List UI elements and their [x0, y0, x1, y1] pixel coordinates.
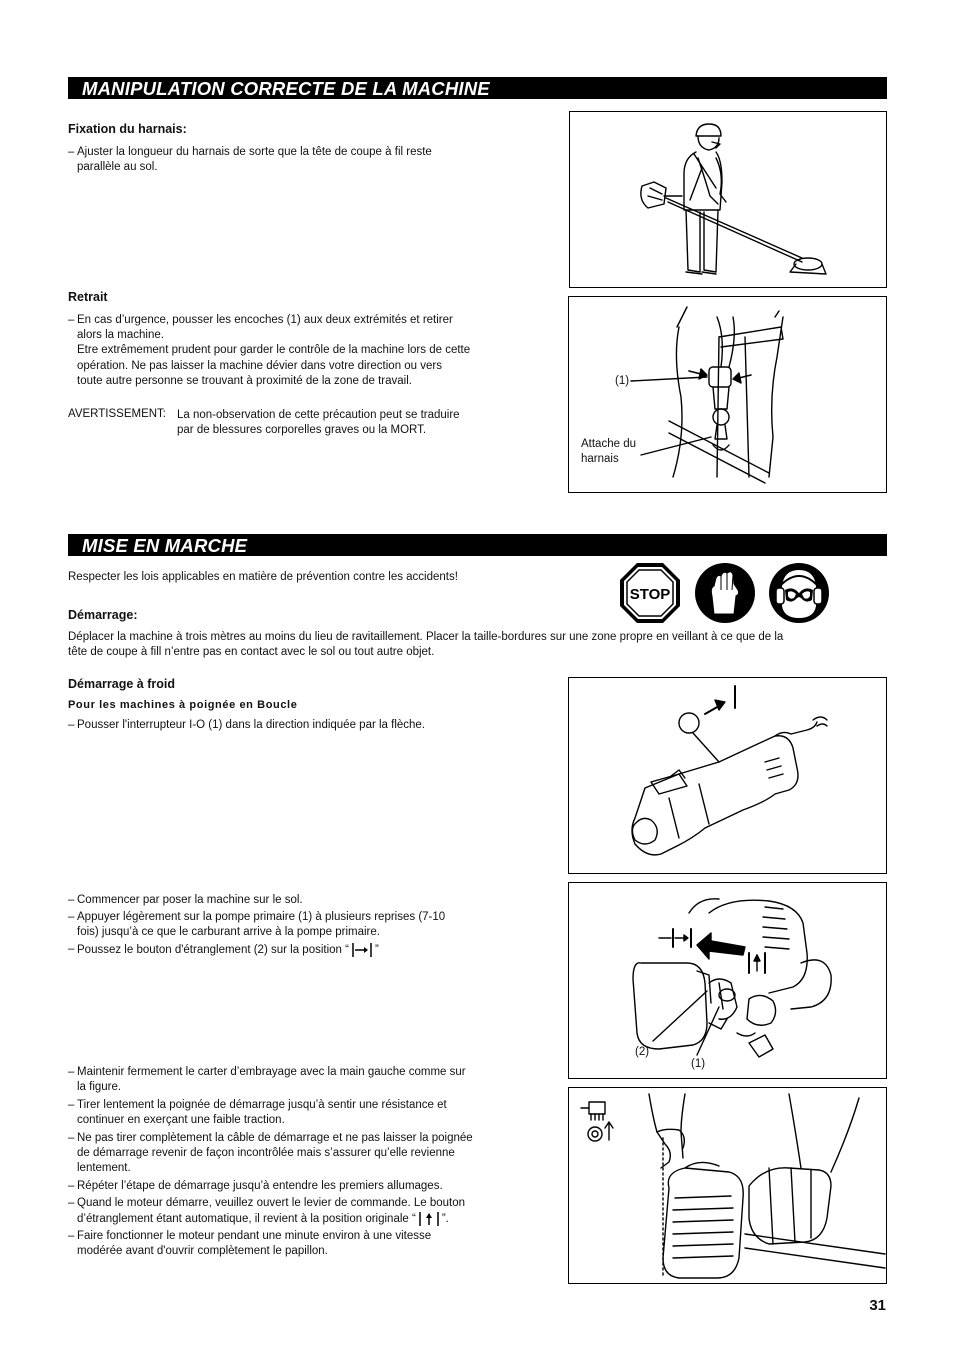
- steps3-bullet-1: – Maintenir fermement le carter d’embrayage avec la main gauche comme sur la figure.: [68, 1065, 547, 1095]
- fixation-bullet: – Ajuster la longueur du harnais de sorte que la tête de coupe à fil reste parallèle au sol.: [68, 145, 547, 175]
- fig2-attach-label: Attache du harnais: [581, 438, 636, 465]
- stop-sign-icon: [619, 562, 681, 624]
- warning-text: La non-observation de cette précaution peut se traduire par de blessures corporelles graves ou la MORT.: [177, 409, 460, 437]
- section-title-2: MISE EN MARCHE: [82, 535, 248, 556]
- section-title-bar-2: [68, 534, 887, 556]
- operator-illustration: [570, 112, 886, 287]
- handle-switch-illustration: [569, 678, 886, 873]
- figure-harness-release: [568, 296, 887, 493]
- stop-label: STOP: [629, 586, 671, 603]
- steps3-bullet-2: – Tirer lentement la poignée de démarrage jusqu’à sentir une résistance et continuer en exerçant une faible traction.: [68, 1098, 547, 1128]
- figure-io-switch: [568, 677, 887, 874]
- fig2-callout-1: (1): [615, 375, 630, 387]
- engine-primer-illustration: [569, 883, 886, 1078]
- fixation-heading: Fixation du harnais:: [68, 122, 187, 136]
- figure-primer-choke: [568, 882, 887, 1079]
- retrait-bullet: – En cas d’urgence, pousser les encoches (1) aux deux extrémités et retirer alors la machine. Etre extrêmement prudent pour garder le contrôle de la machine lors de cette opération. Ne pas laisser la machine dévier dans votre direction ou vers toute autre personne se trouvant à proximité de la zone de travail.: [68, 313, 547, 389]
- steps3-bullet-3: – Ne pas tirer complètement la câble de démarrage et ne pas laisser la poignée de démarrage revenir de façon incontrôlée mais s’assurer qu’elle revienne lentement.: [68, 1131, 547, 1177]
- gloves-icon: [694, 562, 756, 624]
- steps3-bullet-6: – Faire fonctionner le moteur pendant une minute environ à une vitesse modérée avant d'ouvrir complètement le papillon.: [68, 1229, 547, 1259]
- froid-bullet-1: – Pousser l'interrupteur I-O (1) dans la direction indiquée par la flèche.: [68, 718, 547, 733]
- section-title-bar: [68, 77, 887, 99]
- starter-pull-illustration: [569, 1088, 886, 1283]
- steps2-bullet-2: – Appuyer légèrement sur la pompe primaire (1) à plusieurs reprises (7-10 fois) jusqu’à ce que le carburant arrive à la pompe primaire.: [68, 910, 547, 940]
- goggles-earmuffs-icon: [768, 562, 830, 624]
- froid-heading: Démarrage à froid: [68, 677, 175, 691]
- figure-harness-operator: [569, 111, 887, 288]
- figure-starter-pull: [568, 1087, 887, 1284]
- choke-closed-icon: [351, 942, 373, 958]
- steps2-bullet-3: – Poussez le bouton d'étranglement (2) sur la position “ ”: [68, 942, 547, 958]
- steps2-bullet-1: – Commencer par poser la machine sur le sol.: [68, 893, 547, 908]
- retrait-heading: Retrait: [68, 290, 108, 304]
- section-title: MANIPULATION CORRECTE DE LA MACHINE: [82, 78, 490, 99]
- steps3-bullet-4: – Répéter l’étape de démarrage jusqu’à entendre les premiers allumages.: [68, 1179, 547, 1194]
- intro-text: Respecter les lois applicables en matière de prévention contre les accidents!: [68, 571, 458, 583]
- fig4-callout-1: (1): [691, 1058, 706, 1070]
- demarrage-text: Déplacer la machine à trois mètres au moins du lieu de ravitaillement. Placer la taille-bordures sur une zone propre en veillant à ce que de la tête de coupe à fill n’entre pas en contact avec le sol ou tout autre objet.: [68, 631, 784, 659]
- fig4-callout-2: (2): [635, 1046, 650, 1058]
- warning-label: AVERTISSEMENT:: [68, 408, 166, 420]
- steps3-bullet-5: – Quand le moteur démarre, veuillez ouvert le levier de commande. Le bouton d’étranglement étant automatique, il revient à la position originale “ ”.: [68, 1196, 547, 1227]
- choke-open-icon: [418, 1211, 440, 1227]
- page-number: 31: [869, 1297, 886, 1314]
- demarrage-heading: Démarrage:: [68, 608, 138, 622]
- froid-subheading: Pour les machines à poignée en Boucle: [68, 699, 298, 711]
